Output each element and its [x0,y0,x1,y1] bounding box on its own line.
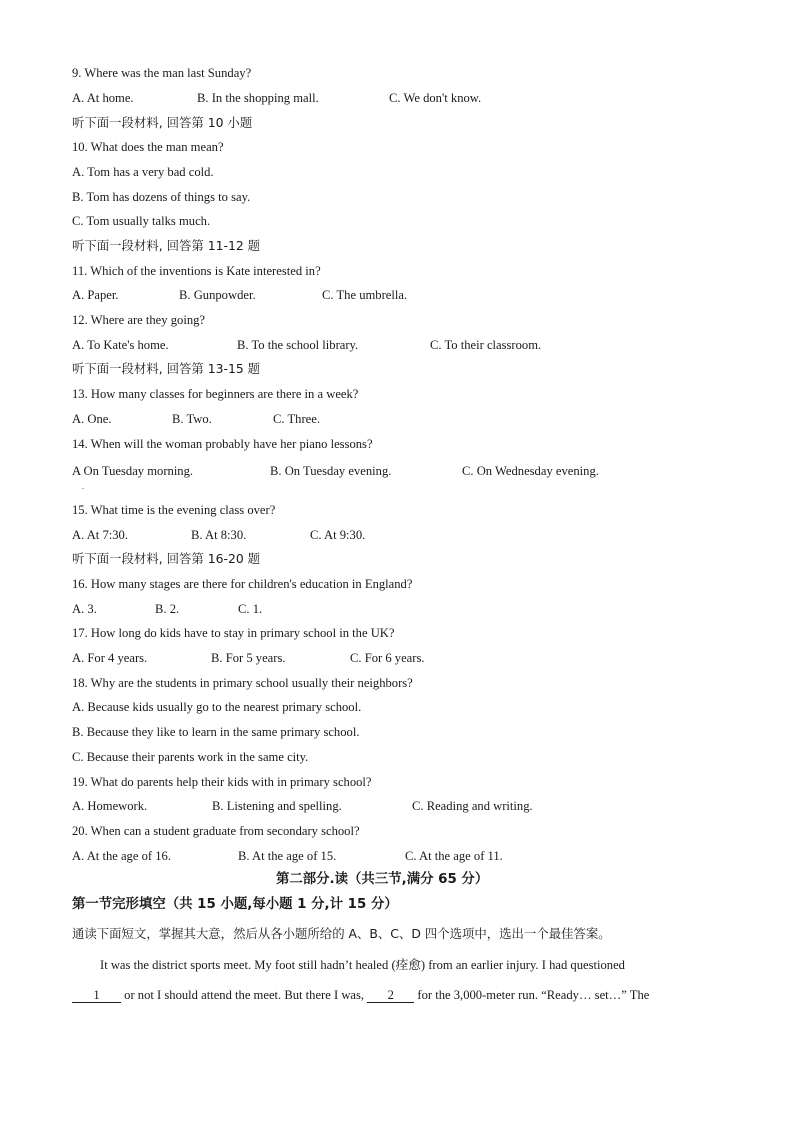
question-9-option-c: C. We don't know. [389,91,482,105]
question-10-stem: 10. What does the man mean? [72,140,224,154]
question-19-stem: 19. What do parents help their kids with in primary school? [72,775,372,789]
question-20-option-c: C. At the age of 11. [405,849,503,863]
section-1-title: 第一节完形填空（共 15 小题,每小题 1 分,计 15 分） [72,897,398,912]
question-13-stem: 13. How many classes for beginners are there in a week? [72,387,359,401]
passage-line-1: It was the district sports meet. My foot still hadn’t healed (痊愈) from an earlier injury. I had questioned [100,958,625,972]
stray-dot: . [82,482,84,491]
question-11-stem: 11. Which of the inventions is Kate interested in? [72,264,321,278]
blank-2[interactable]: 2 [367,988,414,1003]
question-18-stem: 18. Why are the students in primary school usually their neighbors? [72,676,413,690]
question-9-option-b: B. In the shopping mall. [197,91,319,105]
question-17-option-c: C. For 6 years. [350,651,425,665]
question-16-stem: 16. How many stages are there for children's education in England? [72,577,413,591]
question-10-option-c: C. Tom usually talks much. [72,214,211,228]
question-14-option-b: B. On Tuesday evening. [270,464,392,478]
question-18-option-c: C. Because their parents work in the same city. [72,750,309,764]
question-14-stem: 14. When will the woman probably have her piano lessons? [72,437,373,451]
passage-line-2 [72,987,649,1003]
passage-line-2-part-a: or not I should attend the meet. But there I was, [121,988,365,1002]
blank-1[interactable]: 1 [72,988,121,1003]
question-20-option-b: B. At the age of 15. [238,849,337,863]
question-13-option-b: B. Two. [172,412,212,426]
cloze-instruction: 通读下面短文，掌握其大意，然后从各小题所给的 A、B、C、D 四个选项中，选出一个最佳答案。 [72,926,611,941]
listening-instruction-16: 听下面一段材料, 回答第 16-20 题 [72,551,261,566]
question-15-stem: 15. What time is the evening class over? [72,503,276,517]
question-12-option-b: B. To the school library. [237,338,359,352]
question-16-option-b: B. 2. [155,602,180,616]
question-12-option-a: A. To Kate's home. [72,338,169,352]
question-16-option-a: A. 3. [72,602,97,616]
listening-instruction-10: 听下面一段材料, 回答第 10 小题 [72,115,253,130]
question-15-option-b: B. At 8:30. [191,528,247,542]
question-17-option-a: A. For 4 years. [72,651,148,665]
question-14-option-c: C. On Wednesday evening. [462,464,599,478]
part-2-title: 第二部分.读（共三节,满分 65 分） [276,872,489,887]
listening-instruction-11: 听下面一段材料, 回答第 11-12 题 [72,238,261,253]
question-9-stem: 9. Where was the man last Sunday? [72,66,252,80]
question-15-option-c: C. At 9:30. [310,528,366,542]
question-10-option-b: B. Tom has dozens of things to say. [72,190,251,204]
question-12-stem: 12. Where are they going? [72,313,205,327]
question-9-option-a: A. At home. [72,91,134,105]
question-10-option-a: A. Tom has a very bad cold. [72,165,214,179]
question-20-option-a: A. At the age of 16. [72,849,171,863]
question-17-stem: 17. How long do kids have to stay in primary school in the UK? [72,626,395,640]
question-11-option-c: C. The umbrella. [322,288,408,302]
passage-line-2-part-b: for the 3,000-meter run. “Ready… set…” The [414,988,650,1002]
question-18-option-a: A. Because kids usually go to the nearest primary school. [72,700,362,714]
question-14-option-a: A On Tuesday morning. [72,464,194,478]
question-17-option-b: B. For 5 years. [211,651,286,665]
question-11-option-a: A. Paper. [72,288,119,302]
question-15-option-a: A. At 7:30. [72,528,128,542]
question-19-option-c: C. Reading and writing. [412,799,533,813]
question-12-option-c: C. To their classroom. [430,338,542,352]
question-13-option-a: A. One. [72,412,112,426]
question-19-option-a: A. Homework. [72,799,148,813]
question-18-option-b: B. Because they like to learn in the same primary school. [72,725,360,739]
question-13-option-c: C. Three. [273,412,320,426]
question-11-option-b: B. Gunpowder. [179,288,256,302]
question-19-option-b: B. Listening and spelling. [212,799,342,813]
question-16-option-c: C. 1. [238,602,263,616]
question-20-stem: 20. When can a student graduate from secondary school? [72,824,360,838]
listening-instruction-13: 听下面一段材料, 回答第 13-15 题 [72,361,261,376]
